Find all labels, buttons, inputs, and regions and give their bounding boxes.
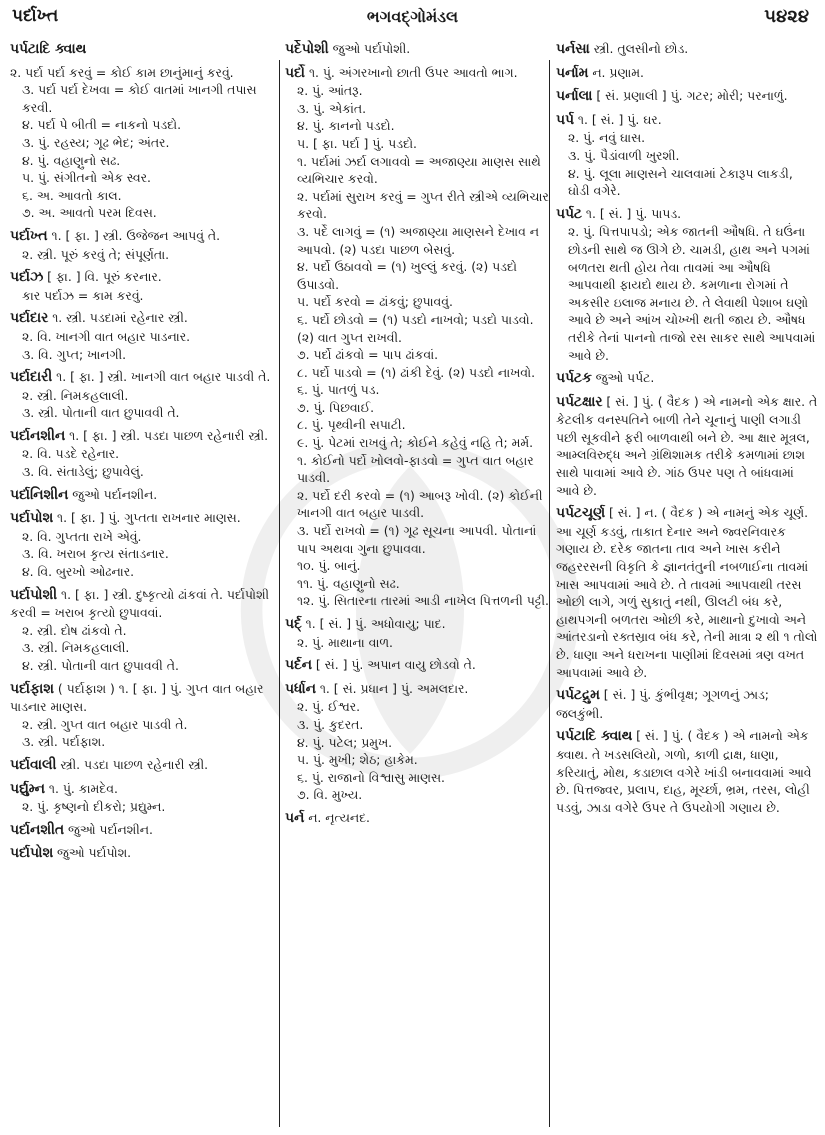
dictionary-entry [285,809,549,828]
entry-sense: ૪. વિ. બુરખો ઓઢનાર. [22,564,135,580]
headword: પર્પટક [556,370,592,387]
headword: પર્દો [285,64,305,81]
headword: પર્ધાન [285,680,316,697]
entry-text: ૧. [ સં. ] પું. ઘર. [577,111,662,127]
entry-text: ૧. [ ફા. ] સ્ત્રી. ખાનગી વાત બહાર પાડવી તે. [56,369,271,385]
headword: પર્દાપોશ [10,845,54,862]
entry-sense: ૨. વિ. ગુપ્તતા રાખે એવું. [22,528,142,544]
entry-text: ૧. [ ફા. ] સ્ત્રી. દુષ્કૃત્યો ઢાંકવાં તે. પર્દાપોશી કરવી = ખરાબ કૃત્યો છુપાવવાં. [10,586,270,621]
entry-sense: ૪. પું. પટેલ; પ્રમુખ. [297,734,393,750]
entry-sense: ૨. પું. માથાના વાળ. [297,634,393,650]
entry-sense: ૩. પર્દા પર્દા દેખવા = કોઈ વાતમાં ખાનગી તપાસ કરવી. [22,82,257,115]
entry-text: જુઓ પર્દાપોશી. [332,41,411,56]
entry-text: [ સં. ] પું. કુંભીવૃક્ષ; ગૂગળનું ઝાડ; જલકુંભી. [556,687,769,721]
entry-text: ( પર્દાફાશ ) ૧. [ ફા. ] પું. ગુપ્ત વાત બહાર પાડનાર માણસ. [10,680,264,715]
dictionary-entry [556,87,818,106]
entry-line [10,427,272,446]
entry-sense: ૨. પું. પિત્તપાપડો; એક જાતની ઔષધિ. તે ઘઉંના છોડની સાથે જ ઊગે છે. ચામડી, હાથ અને પગમાં બળતરા થતી હોય તેવા તાવમાં આ ઔષધિ આપવાથી ફાયદો થાય છે. કમળાના રોગમાં તે અકસીર ઇલાજ મનાય છે. તે લેવાથી પેશાબ ઘણો આવે છે અને આંખ ચોખ્ખી થતી જાય છે. ઔષધ તરીકે તેનાં પાનનો તાજો રસ સાકર સાથે આપવામાં આવે છે. [568,224,816,363]
column-3 [556,40,818,1129]
entry-line [10,680,272,716]
entry-sense: ૨. સ્ત્રી. પૂરું કરવું તે; સંપૂર્ણતા. [22,246,170,262]
entry-line [285,40,549,59]
headword: પર્નાલા [556,88,593,105]
dictionary-entry [285,680,549,804]
entry-line [556,64,818,83]
entry-sense: ૩. પર્દો રાખવો = (૧) ગૂઢ સૂચના આપવી. પોતાનાં પાપ અથવા ગુના છુપાવવા. [297,523,537,556]
column-1 [10,40,272,1129]
headword: પર્નામ [556,64,589,81]
guide-word-left: પર્દાખ્ત [12,6,59,26]
dictionary-entry [10,486,272,505]
entry-text: [ ફા. ] વિ. પૂરું કરનાર. [47,269,162,285]
entry-sense: ૨. વિ. પડદે રહેનાર. [22,446,120,462]
entry-sense: ૩. સ્ત્રી. પર્દાફાશ. [22,734,106,750]
entry-sense: ૪. સ્ત્રી. પોતાની વાત છુપાવવી તે. [22,658,179,673]
dictionary-entry [10,821,272,840]
entry-line [10,64,272,82]
dictionary-entry [10,40,272,59]
entry-line [10,368,272,387]
entry-sense: ૨. પું. નવું ઘાસ. [568,130,646,146]
entry-text: ૨. પર્દા પર્દા કરવું = કોઈ કામ છાનુંમાનું કરવું. [10,64,234,80]
headword: પર્પટ [556,205,582,222]
entry-text: [ સં. પ્રણાલી ] પું. ગટર; મોરી; પરનાળું. [596,88,788,104]
entry-text: સ્ત્રી. તુલસીનો છોડ. [593,41,689,56]
dictionary-entry [10,368,272,422]
headword: પર્ન [285,809,305,826]
entry-text: [ સં. ] પું. ( વૈદક ) એ નામનો એક ક્ષાર. તે કેટલીક વનસ્પતિને બાળી તેને ચૂનાનું પાણી લગાડી પછી સૂકવીને ફરી બાળવાથી બને છે. આ ક્ષાર મૂત્રલ, આમ્લવિરુદ્ધ અને ગ્રંથિશામક તરીકે કમળામાં છાશ સાથે પાવામાં આવે છે. ગાંઠ ઉપર પણ તે બાંધવામાં આવે છે. [556,393,818,498]
entry-sense: ૭. પું. પિછવાઈ. [297,399,375,415]
entry-sense: ૩. સ્ત્રી. નિમકહલાલી. [22,640,130,656]
headword: પર્દાનિશીન [10,486,69,503]
entry-sense: ૫. પું. સંગીતનો એક સ્વર. [22,170,151,186]
dictionary-entry [556,111,818,200]
entry-sense: ૭. પર્દો ઢાંકવો = પાપ ઢાંકવાં. [297,347,439,363]
entry-line [556,393,818,500]
entry-line [285,64,549,83]
entry-line [10,844,272,863]
column-divider [279,60,280,1127]
entry-sense: ૩. પું. કુદરત. [297,716,364,732]
entry-sense: ૫. પું. મુખી; શેઠ; હાકેમ. [297,752,418,768]
column-2 [285,40,549,1129]
entry-sense: ૨. પર્દામાં સુરાખ કરવું = ગુપ્ત રીતે સ્ત્રીએ વ્યભિચાર કરવો. [297,188,549,222]
entry-sense: ૩. વિ. ગુપ્ત; ખાનગી. [22,346,127,362]
entry-line [285,615,549,634]
entry-sense: ૨. વિ. ખાનગી વાત બહાર પાડનાર. [22,328,191,344]
entry-sense: ૨. સ્ત્રી. દોષ ઢાંકવો તે. [22,622,127,638]
entry-sense: ૧૨. પું. સિતારના તારમાં આડી નાખેલ પિત્તળની પટ્ટી. [297,593,549,609]
dictionary-entry [285,40,549,59]
column-divider [549,60,550,1127]
dictionary-entry [10,509,272,580]
entry-line [10,486,272,505]
entry-text: ૧. [ ફા. ] સ્ત્રી. પડદા પાછળ રહેનારી સ્ત્રી. [69,427,269,443]
headword: પર્પટદ્રુમ [556,687,600,704]
dictionary-entry [10,844,272,863]
entry-line [10,227,272,246]
headword: પર્પટચૂર્ણ [556,505,606,522]
dictionary-entry [10,586,272,675]
headword: પર્દાદાર [10,310,49,327]
entry-text: જુઓ પર્દાનશીન. [68,821,153,837]
entry-line [285,680,549,699]
headword: પર્પટક્ષાર [556,393,603,410]
headword: પર્પ [556,111,574,128]
headword: પર્નસા [556,41,590,57]
headword: પર્દાનશીત [10,821,65,838]
entry-line [556,369,818,388]
dictionary-entry [556,727,818,816]
entry-sense: ૩. પું. પૈડાંવાળી ખુરશી. [568,147,680,163]
entry-sense: ૩. વિ. સંતાડેલું; છુપાવેલું. [22,464,144,480]
entry-text: ૧. [ સં. પ્રધાન ] પું. અમલદાર. [319,680,469,696]
entry-line [556,686,818,722]
entry-sense: ૧. પર્દામાં ઝર્દા લગાવવો = અજાણ્યા માણસ સાથે વ્યભિચાર કરવો. [297,153,541,187]
entry-line [285,809,549,828]
entry-line [10,309,272,328]
entry-sense: ૬. પું. રાજાનો વિશ્વાસુ માણસ. [297,769,445,785]
entry-sense: ૧. કોઈનો પર્દો ખોલવો-ફાડવો = ગુપ્ત વાત બહાર પાડવી. [297,452,534,486]
dictionary-entry [556,205,818,364]
entry-sense: ૧૦. પું. બાનું. [297,558,361,574]
entry-text: ૧. [ સં. ] પું. પાપડ. [585,205,682,221]
entry-text: [ સં. ] ન. ( વૈદક ) એ નામનું એક ચૂર્ણ. આ ચૂર્ણ કડવું, તાકાત દેનાર અને જ્વરનિવારક ગણાય છે. દરેક જાતના તાવ અને ખાસ કરીને જહરરસની વિકૃતિ કે જ્ઞાનતંતુની નબળાઈના તાવમાં ખાસ આપવામાં આવે છે. તે તાવમાં આપવાથી તરસ ઓછી લાગે, ગળું સુકાતું નથી, ઊલટી બંધ કરે, હાથપગની બળતરા ઓછી કરે, માથાનો દુખાવો અને આંતરડાનો રક્તસ્રાવ બંધ કરે, તેની માત્રા ૨ થી ૧ તોલો છે. ધાણા અને ધરાખના પાણીમાં દિવસમાં ત્રણ વખત આપવામાં આવે છે. [556,505,818,680]
entry-line [10,509,272,528]
headword: પર્દાવાલી [10,756,57,773]
book-title: ભગવદ્ગોમંડલ [366,7,459,26]
entry-line [10,40,272,59]
headword: પર્દાખ્ત [10,227,48,244]
headword: પર્દાપોશી [10,586,58,603]
dictionary-entry [10,227,272,263]
headword: પર્દેપોશી [285,41,329,57]
dictionary-entry [556,686,818,722]
entry-sense: ૯. પું. પેટમાં રાખવું તે; કોઈને કહેવું નહિ તે; મર્મ. [297,435,534,451]
entry-sense: ૭. વિ. મુખ્ય. [297,787,363,803]
dictionary-entry [556,369,818,388]
headword: પર્દાનશીન [10,427,66,444]
dictionary-entry [10,268,272,304]
entry-line [556,87,818,106]
headword: પર્દન [285,657,312,674]
entry-sense: ૨. પું. આંતરૂ. [297,83,363,99]
dictionary-entry [556,40,818,59]
entry-text: ૧. પું. કામદેવ. [48,780,118,796]
dictionary-entry [10,780,272,816]
entry-sense: ૧૧. પું. વહાણુનો સઢ. [297,575,400,591]
entry-sense: ૬. પર્દો છોડવો = (૧) પડદો નાખવો; પડદો પાડવો. (૨) વાત ગુપ્ત રાખવી. [297,311,534,345]
entry-sense: ૨. પું. ઈશ્વર. [297,699,361,715]
entry-sense: ૩. પર્દે લાગવું = (૧) અજાણ્યા માણસને દેખાવ ન આપવો. (૨) પડદા પાછળ બેસવું. [297,223,539,257]
entry-sense: ૨. પું. કૃષ્ણનો દીકરો; પ્રદ્યુમ્ન. [22,799,166,815]
entry-sense: ૫. પર્દો કરવો = ઢાંકવું; છુપાવવું. [297,294,453,310]
entry-sense: કાર પર્દાઝ = કામ કરવું. [22,287,144,303]
entry-sense: ૪. પું. લૂલા માણસને ચાલવામાં ટેકારૂપ લાકડી, ઘોડી વગેરે. [568,165,793,199]
dictionary-entry [10,756,272,775]
dictionary-entry [10,309,272,363]
dictionary-entry [556,504,818,681]
entry-text: ન. નૃત્યનદ. [308,809,370,825]
dictionary-entry [556,64,818,83]
entry-text: ૧. પું. અંગરખાનો છાતી ઉપર આવતો ભાગ. [308,64,518,80]
entry-line [10,586,272,622]
headword: પર્દાઝ [10,269,44,286]
dictionary-entry [10,680,272,751]
headword: પર્દાફાશ [10,680,54,697]
headword: પર્પટાદિ ક્વાથ [556,728,633,745]
entry-line [556,40,818,59]
entry-text: [ સં. ] પું. ( વૈદક ) એ નામનો એક ક્વાથ. તે ખડસલિયો, ગળો, કાળી દ્રાક્ષ, ધાણા, કરિયાતું, મોથ, કડાછાલ વગેરે ખાંડી બનાવવામાં આવે છે. પિત્તજ્વર, પ્રલાપ, દાહ, મૂર્ચ્છા, ભ્રમ, તરસ, લોહી પડવું, ઝાડા વગેરે ઉપર તે ઉપયોગી ગણાય છે. [556,728,812,815]
entry-sense: ૪. પર્દો ઉઠાવવો = (૧) ખુલ્લું કરવું. (૨) પડદો ઉપાડવો. [297,259,517,292]
entry-line [556,504,818,681]
headword: પર્પટાદિ ક્વાથ [10,41,87,57]
entry-sense: ૨. પર્દો દરી કરવો = (૧) આબરૂ ખોવી. (૨) કોઈની ખાનગી વાત બહાર પાડવી. [297,487,543,521]
entry-line [556,727,818,816]
entry-sense: ૨. સ્ત્રી. નિમકહલાલી. [22,387,129,403]
dictionary-entry [556,393,818,500]
entry-text: જુઓ પર્પટ. [595,370,655,386]
entry-text: જુઓ પર્દાપોશ. [57,845,132,861]
dictionary-entry [10,427,272,481]
page-header [10,4,815,32]
entry-line [10,780,272,799]
entry-sense: ૪. પું. વહાણુનો સઢ. [22,152,121,168]
entry-sense: ૭. અ. આવતો પરમ દિવસ. [22,205,157,221]
entry-text: ન. પ્રણામ. [592,64,644,80]
headword: પર્દાદારી [10,369,53,386]
entry-sense: ૫. [ ફા. પર્દા ] પું. પડદો. [297,135,417,151]
entry-sense: ૪. પર્દા પે બીતી = નાકનો પડદો. [22,117,182,133]
entry-text: ૧. સ્ત્રી. પડદામાં રહેનાર સ્ત્રી. [52,310,188,326]
dictionary-entry [10,64,272,222]
entry-text: જુઓ પર્દાનશીન. [72,486,158,502]
dictionary-entry [285,615,549,651]
entry-sense: ૬. પું. પાતળું પડ. [297,382,380,398]
entry-text: સ્ત્રી. પડદા પાછળ રહેનારી સ્ત્રી. [60,756,209,772]
headword: પર્દ્યુમ્ન [10,780,45,797]
entry-text: ૧. [ સં. ] પું. અધોવાયુ; પાદ. [305,616,446,631]
entry-sense: ૩. સ્ત્રી. પોતાની વાત છુપાવવી તે. [22,405,180,421]
dictionary-entry [285,656,549,675]
entry-text: ૧. [ ફા. ] સ્ત્રી. ઉજેજન આપવું તે. [51,227,221,243]
entry-line [556,111,818,130]
entry-text: [ સં. ] પું. અપાન વાયુ છોડવો તે. [315,657,476,673]
entry-text: ૧. [ ફા. ] પું. ગુપ્તતા રાખનાર માણસ. [57,510,241,526]
entry-line [10,268,272,287]
entry-line [285,656,549,675]
entry-sense: ૩. વિ. ખરાબ કૃત્ય સંતાડનાર. [22,546,169,562]
headword: પર્દ્ [285,616,302,632]
entry-sense: ૨. સ્ત્રી. ગુપ્ત વાત બહાર પાડવી તે. [22,716,188,732]
entry-sense: ૩. પું. રહસ્ય; ગૂઢ ભેદ; અંતર. [22,134,170,150]
dictionary-entry [285,64,549,610]
entry-sense: ૬. અ. આવતો કાલ. [22,187,122,203]
entry-line [10,756,272,775]
entry-sense: ૩. પું. એકાંત. [297,100,367,116]
entry-sense: ૮. પર્દો પાડવો = (૧) ઢાંકી દેવું. (૨) પડદો નાખવો. [297,364,536,380]
entry-sense: ૪. પું. કાનનો પડદો. [297,118,395,134]
entry-sense: ૮. પું. પૃથ્વીની સપાટી. [297,417,406,433]
entry-line [556,205,818,224]
page-number: ૫૪૨૪ [764,6,809,27]
entry-line [10,821,272,840]
headword: પર્દાપોશ [10,510,54,527]
